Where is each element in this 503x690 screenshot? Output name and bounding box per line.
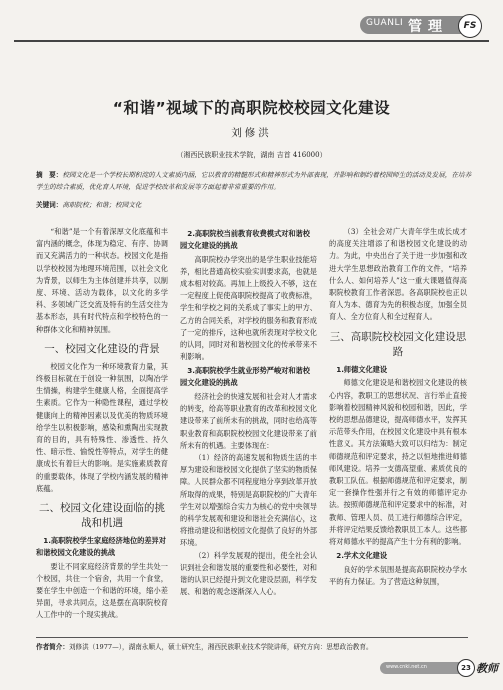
body-column-2 — [180, 226, 317, 624]
body-paragraph: 校园文化作为一种环境教育力量，其终极目标就在于创设一种氛围，以陶冶学生情操，构建学生健康人格，全面提高学生素质。它作为一种隐性课程，通过学校健康向上的精神因素以及优美的物质环境给学生以积极影响，感染和熏陶出实现教育的目的，具有特殊性、渗透性、持久性、暗示性、愉悦性等特点，对学生的健康成长有着巨大的影响。是实施素质教育的重要载体，体现了学校内涵发展的精神底蕴。 — [36, 361, 168, 493]
journal-logo-icon: FS — [458, 14, 482, 38]
article-title: “和谐”视域下的高职院校校园文化建设 — [112, 99, 391, 117]
page-header — [0, 0, 503, 44]
subsection-heading: 3.高职院校学生就业形势严峻对和谐校园文化建设的挑战 — [180, 366, 310, 388]
abstract-text: 校园文化是一个学校长期积淀的人文素质内涵，它以教育的精髓形式和精神形式为外部表现，并影响和制约着校园师生的活动及发展，在培养学生的综合素质，优化育人环境，促进学校改革和发展等方面起着非常重要的作用。 — [36, 171, 472, 191]
author-note — [36, 641, 373, 651]
body-paragraph: 要让不同家庭经济背景的学生共处一个校园，共住一个宿舍，共用一个食堂，要在学生中创造一个和谐的环境，缩小差异面，寻求共同点，这是摆在高职院校育人工作中的一个现实挑战。 — [36, 561, 168, 620]
section-heading: 三、高职院校校园文化建设思路 — [329, 330, 467, 358]
body-paragraph: “和谐”是一个有着深厚文化底蕴和丰富内涵的概念，体现为稳定、有序、协调而又充满活力的一种状态。校园文化是指以学校校园为地理环境范围，以社会文化为背景，以师生为主体创建并共享，以制度、环境、活动为载体，以文化的多学科、多领域广泛交流及特有的生活交往为基本形态，具有时代特点和学校特色的一种群体文化和精神氛围。 — [36, 227, 168, 334]
footer-rule — [36, 637, 468, 638]
body-paragraph: 师德文化建设是和谐校园文化建设的核心内容，教职工的思想状况、言行举止直接影响着校园精神风貌和校园和谐，因此，学校的思想品德建设，提高师德水平，发挥其示范带头作用，在校园文化建设中具有根本性意义。其方法策略大致可以归结为：制定师德规范和评定要求，持之以恒地推进师德师风建设。培养一支德高望重、素质优良的教职工队伍。根据师德规范和评定要求，制定一套操作性强并行之有效的师德评定办法。按照师德规范和评定要求中的标准，对教师、管理人员、员工进行师德综合评定，并将评定结果反馈给教职员工本人。这些都将对师德水平的提高产生十分有利的影响。 — [329, 378, 467, 547]
body-paragraph: 经济社会的快速发展和社会对人才需求的转变，给高等职业教育的改革和校园文化建设带来了前所未有的挑战，同时也给高等职业教育和高职院校校园文化建设带来了前所未有的机遇。主要体现在： — [180, 392, 317, 450]
section-heading: 二、校园文化建设面临的挑战和机遇 — [39, 502, 165, 530]
section-heading: 一、校园文化建设的背景 — [44, 342, 160, 355]
keywords-text: 高职院校；和谐；校园文化 — [62, 201, 142, 209]
journal-mark: 教师 — [476, 662, 498, 675]
page-number: 23 — [457, 659, 475, 677]
header-rule — [14, 40, 489, 42]
body-column-3 — [329, 226, 467, 624]
journal-url: www.cnki.net.cn — [386, 664, 427, 670]
abstract-label: 摘 要： — [36, 171, 63, 179]
article-author: 刘修洪 — [231, 127, 272, 139]
keywords — [36, 199, 142, 209]
body-paragraph: （1）经济的高速发展和物质生活的丰厚为建设和谐校园文化提供了坚实的物质保障。人民群众都不同程度地分享到改革开放所取得的成果，特别是高职院校的广大青年学生对以增强综合实力为核心的党中央领导的科学发展观和建设和谐社会充满信心，这将推动建设和谐校园文化提供了良好的外部环境。 — [180, 453, 317, 548]
article-affiliation: （湘西民族职业技术学院，湖南 吉首 416000） — [176, 151, 327, 159]
author-note-label: 作者简介： — [36, 643, 69, 651]
body-paragraph: （3）全社会对广大青年学生成长成才的高度关注增添了和谐校园文化建设的动力。为此，中央出台了关于进一步加强和改进大学生思想政治教育工作的文件，“培养什么人、如何培养人”这一重大课题值得高职院校教育工作者深思。各高职院校也正以育人为本、德育为先的积极态度，加强全员育人、全方位育人和全过程育人。 — [329, 227, 467, 322]
header-brand: GUANLI — [366, 18, 404, 28]
header-section: 管理 — [408, 19, 448, 35]
subsection-heading: 2.高职院校当前教育收费模式对和谐校园文化建设的挑战 — [180, 229, 310, 250]
subsection-heading: 2.学术文化建设 — [336, 551, 388, 561]
subsection-heading: 1.高职院校学生家庭经济地位的差异对和谐校园文化建设的挑战 — [36, 536, 166, 557]
body-paragraph: 良好的学术氛围是提高高职院校办学水平的有力保证。为了营造这种氛围， — [329, 565, 467, 587]
body-paragraph: （2）科学发展观的提出，使全社会认识到社会和谐发展的重要性和必要性，对和谐的认识已经提升到文化建设层面，科学发展、和谐的观念逐渐深入人心。 — [180, 550, 317, 597]
keywords-label: 关键词： — [36, 201, 63, 209]
abstract — [36, 170, 476, 193]
body-paragraph: 高职院校办学突出的是学生职业技能培养，相比普通高校实验实训要求高，也就是成本相对较高。再加上上级投入不够，这在一定程度上促使高职院校提高了收费标准，学生和学校之间的关系成了事实上的甲方、乙方的合同关系，对学校的服务和教育形成了一定的排斥，这种也就所表现对学校文化的认同，同时对和谐校园文化的传承带来不利影响。 — [180, 254, 317, 362]
author-note-text: 刘修洪（1977—），湖南永顺人，硕士研究生，湘西民族职业技术学院讲师，研究方向：思想政治教育。 — [68, 643, 373, 651]
body-column-1 — [36, 226, 168, 624]
subsection-heading: 1.师德文化建设 — [336, 364, 388, 374]
